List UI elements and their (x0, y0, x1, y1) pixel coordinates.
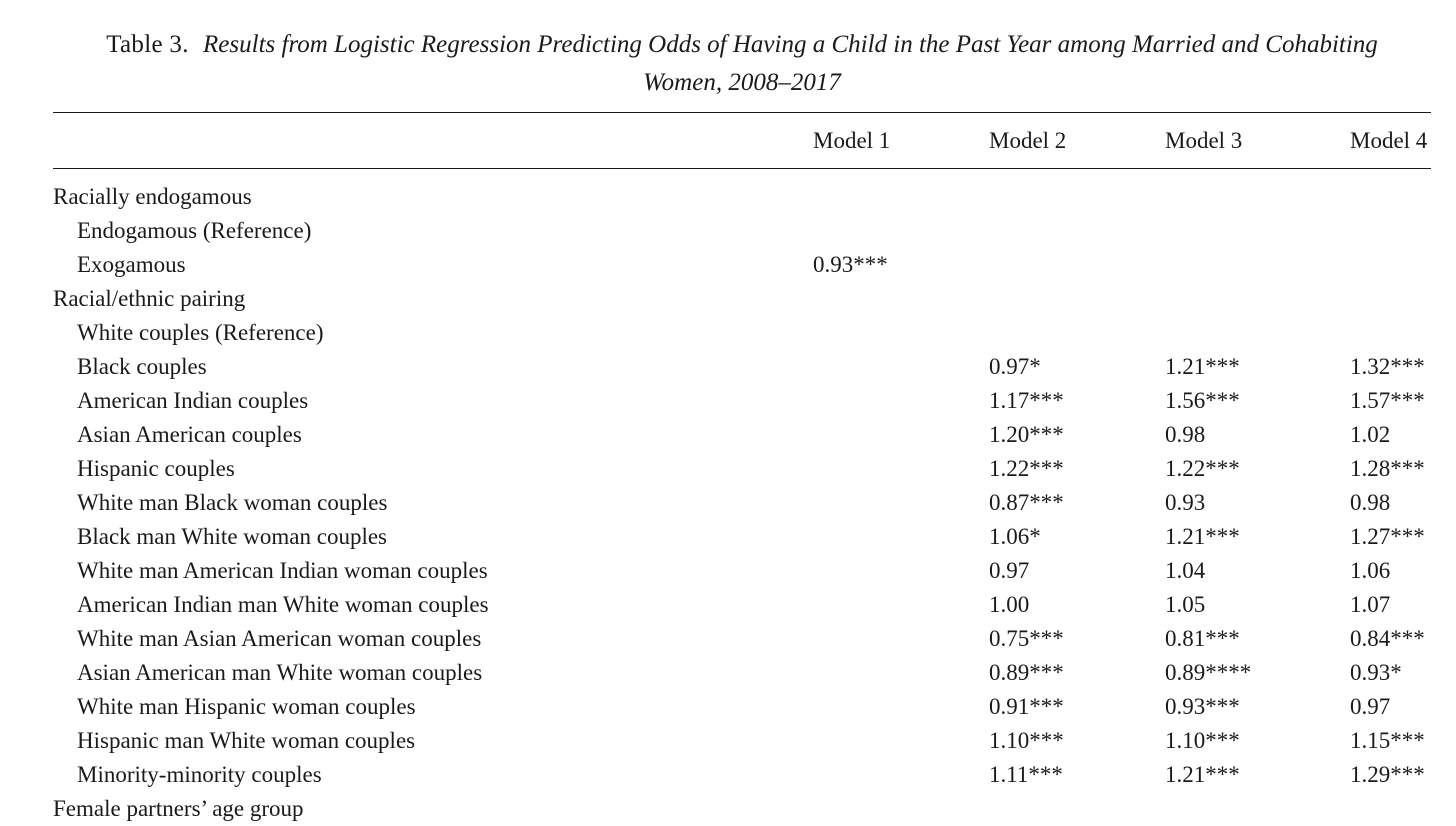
cell-model-2: 1.11*** (989, 762, 1063, 787)
table-section-row (0, 792, 1456, 826)
table-row (0, 452, 1456, 486)
table-row (0, 486, 1456, 520)
cell-model-3: 1.56*** (1165, 388, 1240, 413)
table-row (0, 588, 1456, 622)
row-label: Asian American couples (77, 422, 302, 447)
cell-model-1: 0.93*** (813, 252, 888, 277)
table-row (0, 554, 1456, 588)
column-header-model-4: Model 4 (1350, 128, 1428, 153)
table-row (0, 758, 1456, 792)
table-section-row (0, 282, 1456, 316)
cell-model-2: 0.91*** (989, 694, 1064, 719)
table-row (0, 384, 1456, 418)
cell-model-2: 0.89*** (989, 660, 1064, 685)
cell-model-4: 0.98 (1350, 490, 1391, 515)
cell-model-3: 0.98 (1165, 422, 1206, 447)
row-label: White couples (Reference) (77, 320, 324, 345)
cell-model-2: 1.06* (989, 524, 1041, 549)
cell-model-4: 1.32*** (1350, 354, 1425, 379)
row-label: White man Asian American woman couples (77, 626, 482, 651)
table-caption (100, 26, 1384, 102)
cell-model-4: 1.15*** (1350, 728, 1425, 753)
cell-model-4: 1.29*** (1350, 762, 1425, 787)
row-label: Minority-minority couples (77, 762, 322, 787)
row-label: White man Hispanic woman couples (77, 694, 416, 719)
section-label: Racially endogamous (53, 184, 252, 209)
row-label: Black man White woman couples (77, 524, 387, 549)
top-rule (53, 112, 1431, 113)
row-label: Asian American man White woman couples (77, 660, 483, 685)
cell-model-3: 0.93 (1165, 490, 1206, 515)
column-header-model-1: Model 1 (813, 128, 891, 153)
cell-model-3: 1.21*** (1165, 762, 1240, 787)
row-label: Black couples (77, 354, 207, 379)
cell-model-2: 0.87*** (989, 490, 1064, 515)
table-row (0, 316, 1456, 350)
row-label: White man American Indian woman couples (77, 558, 488, 583)
table-row (0, 350, 1456, 384)
header-rule (53, 168, 1431, 169)
table-row (0, 690, 1456, 724)
column-header-model-2: Model 2 (989, 128, 1067, 153)
cell-model-4: 0.93* (1350, 660, 1402, 685)
table-row (0, 520, 1456, 554)
cell-model-4: 1.27*** (1350, 524, 1425, 549)
row-label: White man Black woman couples (77, 490, 388, 515)
table-row (0, 214, 1456, 248)
table-number: Table 3. (106, 31, 189, 58)
table-section-row (0, 180, 1456, 214)
cell-model-2: 1.20*** (989, 422, 1064, 447)
column-header-model-3: Model 3 (1165, 128, 1243, 153)
cell-model-3: 1.21*** (1165, 524, 1240, 549)
row-label: American Indian man White woman couples (77, 592, 489, 617)
row-label: Exogamous (77, 252, 186, 277)
cell-model-3: 1.22*** (1165, 456, 1240, 481)
table-row (0, 622, 1456, 656)
cell-model-2: 0.97* (989, 354, 1041, 379)
cell-model-3: 0.81*** (1165, 626, 1240, 651)
row-label: Hispanic man White woman couples (77, 728, 416, 753)
cell-model-2: 1.10*** (989, 728, 1064, 753)
section-label: Female partners’ age group (53, 796, 304, 821)
cell-model-4: 1.57*** (1350, 388, 1425, 413)
cell-model-2: 0.75*** (989, 626, 1064, 651)
cell-model-3: 1.05 (1165, 592, 1206, 617)
cell-model-3: 0.93*** (1165, 694, 1240, 719)
row-label: American Indian couples (77, 388, 309, 413)
table-row (0, 724, 1456, 758)
cell-model-2: 1.17*** (989, 388, 1064, 413)
row-label: Hispanic couples (77, 456, 235, 481)
cell-model-2: 1.22*** (989, 456, 1064, 481)
cell-model-4: 1.07 (1350, 592, 1391, 617)
cell-model-4: 0.84*** (1350, 626, 1425, 651)
table-title: Results from Logistic Regression Predicting Odds of Having a Child in the Past Year among Married and Cohabiting Women, 2008–2017 (203, 31, 1378, 96)
cell-model-4: 0.97 (1350, 694, 1391, 719)
table-row (0, 656, 1456, 690)
table-row (0, 248, 1456, 282)
cell-model-3: 1.04 (1165, 558, 1206, 583)
cell-model-2: 0.97 (989, 558, 1030, 583)
cell-model-2: 1.00 (989, 592, 1030, 617)
table-row (0, 418, 1456, 452)
section-label: Racial/ethnic pairing (53, 286, 246, 311)
cell-model-4: 1.28*** (1350, 456, 1425, 481)
row-label: Endogamous (Reference) (77, 218, 312, 243)
cell-model-4: 1.06 (1350, 558, 1391, 583)
cell-model-3: 1.10*** (1165, 728, 1240, 753)
cell-model-4: 1.02 (1350, 422, 1391, 447)
cell-model-3: 1.21*** (1165, 354, 1240, 379)
cell-model-3: 0.89**** (1165, 660, 1252, 685)
